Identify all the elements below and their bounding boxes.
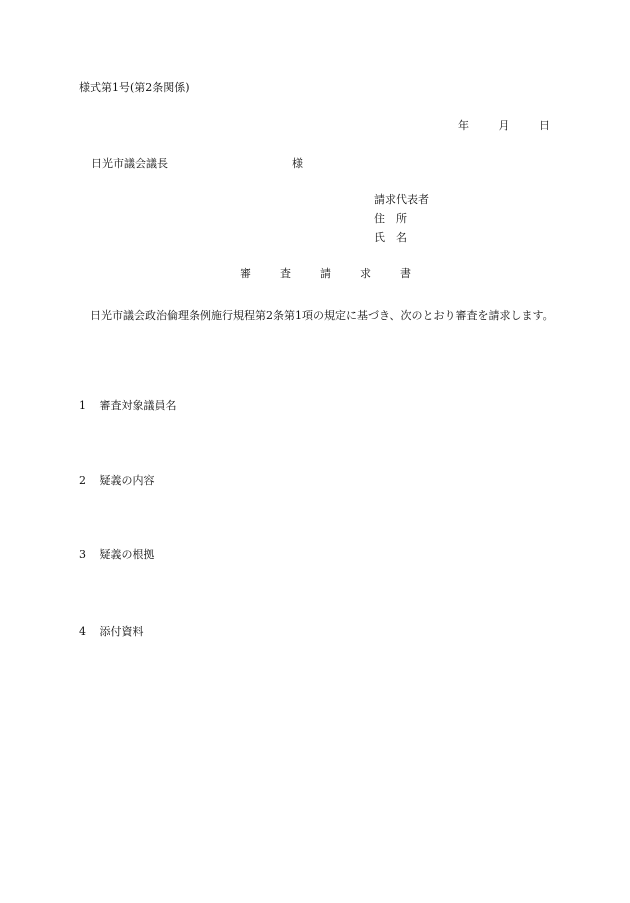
requester-name-label: 氏 名	[374, 231, 407, 244]
item-1	[79, 400, 177, 411]
item-number: 1	[79, 399, 86, 412]
form-number: 様式第1号(第2条関係)	[79, 81, 190, 94]
date-month: 月	[498, 119, 510, 132]
item-number: 3	[79, 548, 86, 561]
requester-address-label: 住 所	[374, 212, 407, 225]
request-body-text: 日光市議会政治倫理条例施行規程第2条第1項の規定に基づき、次のとおり審査を請求します。	[90, 309, 554, 322]
item-4	[79, 626, 144, 637]
document-title-char: 審	[240, 267, 251, 280]
item-3	[79, 549, 155, 560]
item-label: 添付資料	[99, 625, 144, 638]
item-number: 4	[79, 625, 86, 638]
document-title-char: 書	[400, 267, 411, 280]
date-day: 日	[539, 119, 550, 132]
document-title-char: 求	[360, 267, 371, 280]
item-label: 疑義の内容	[99, 474, 155, 487]
item-number: 2	[79, 474, 86, 487]
document-title	[240, 268, 411, 279]
item-label: 疑義の根拠	[99, 548, 155, 561]
date-year: 年	[458, 119, 469, 132]
date-line	[458, 120, 550, 131]
addressee-name: 日光市議会議長	[91, 157, 168, 170]
item-2	[79, 475, 155, 486]
document-title-char: 査	[280, 267, 291, 280]
document-title-char: 請	[320, 267, 331, 280]
item-label: 審査対象議員名	[99, 399, 177, 412]
requester-title: 請求代表者	[374, 193, 429, 206]
addressee-honorific: 様	[292, 157, 303, 170]
